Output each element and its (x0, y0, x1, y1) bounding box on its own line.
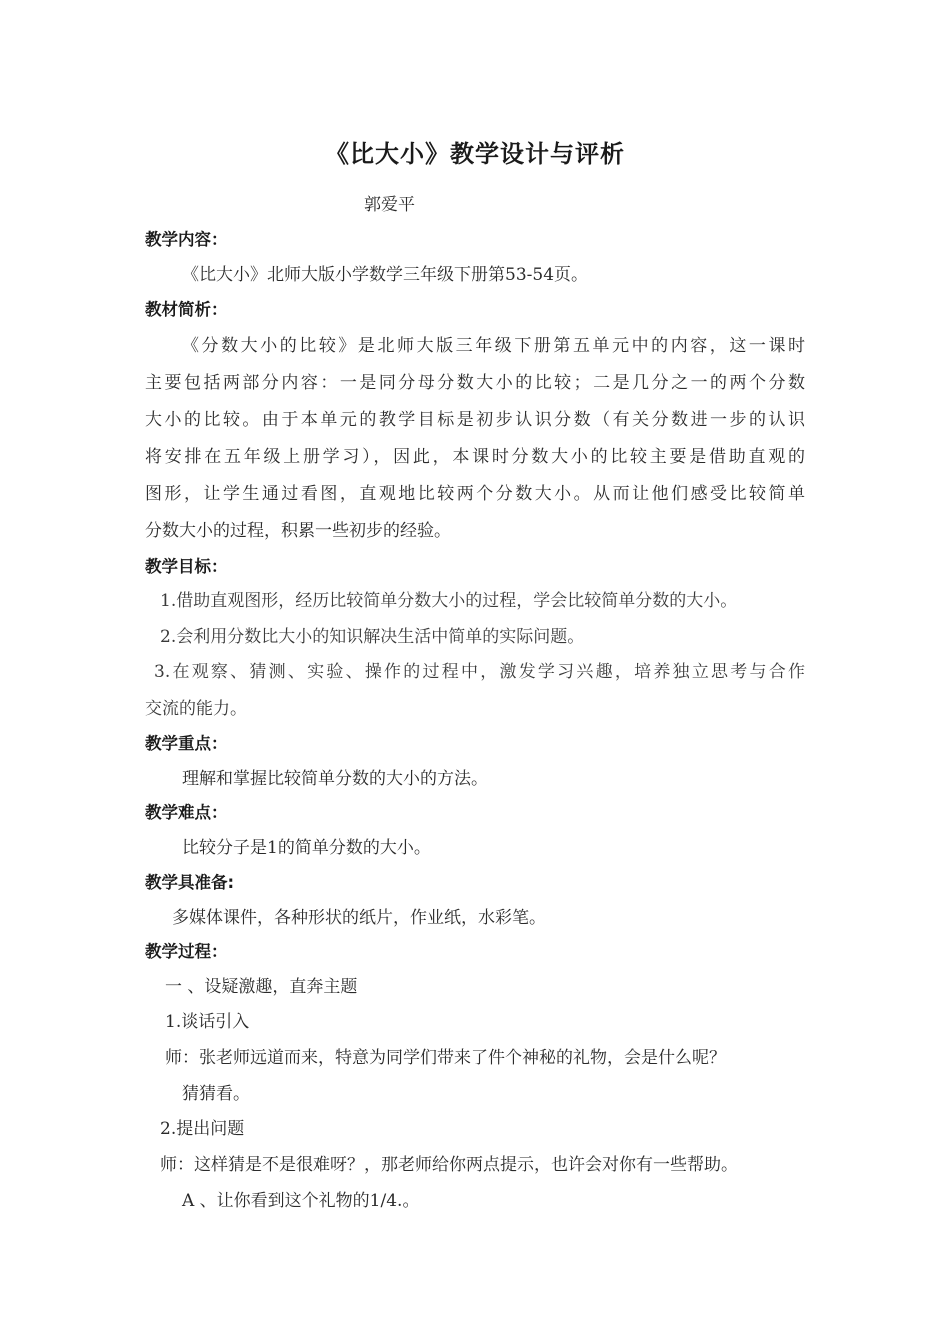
process-dialogue: 师：张老师远道而来，特意为同学们带来了件个神秘的礼物，会是什么呢？ (165, 1048, 726, 1068)
process-step-heading: 一 、设疑激趣，直奔主题 (165, 977, 358, 997)
goal-item-continued: 交流的能力。 (145, 699, 247, 719)
analysis-line: 将安排在五年级上册学习），因此，本课时分数大小的比较主要是借助直观的 (145, 447, 805, 467)
content-text: 《比大小》北师大版小学数学三年级下册第53-54页。 (182, 265, 589, 285)
section-heading-difficult-points: 教学难点： (145, 803, 228, 822)
section-heading-tools: 教学具准备: (145, 873, 235, 892)
process-dialogue: 猜猜看。 (182, 1084, 250, 1104)
section-heading-content: 教学内容： (145, 230, 228, 249)
key-points-text: 理解和掌握比较简单分数的大小的方法。 (182, 769, 488, 789)
goal-item: 2.会利用分数比大小的知识解决生活中简单的实际问题。 (160, 627, 585, 647)
author-name: 郭爱平 (364, 195, 415, 215)
difficult-points-text: 比较分子是1的简单分数的大小。 (182, 838, 431, 858)
analysis-line: 《分数大小的比较》是北师大版三年级下册第五单元中的内容，这一课时 (182, 336, 805, 356)
tools-text: 多媒体课件，各种形状的纸片，作业纸，水彩笔。 (172, 908, 546, 928)
section-heading-key-points: 教学重点： (145, 734, 228, 753)
section-heading-process: 教学过程： (145, 942, 228, 961)
section-heading-analysis: 教材简析： (145, 300, 228, 319)
goal-item: 3.在观察、猜测、实验、操作的过程中，激发学习兴趣，培养独立思考与合作 (154, 662, 805, 682)
analysis-line: 大小的比较。由于本单元的教学目标是初步认识分数（有关分数进一步的认识 (145, 410, 805, 430)
analysis-line: 图形，让学生通过看图，直观地比较两个分数大小。从而让他们感受比较简单 (145, 484, 805, 504)
analysis-line: 主要包括两部分内容：一是同分母分数大小的比较；二是几分之一的两个分数 (145, 373, 805, 393)
analysis-line: 分数大小的过程，积累一些初步的经验。 (145, 521, 451, 541)
process-substep-heading: 2.提出问题 (160, 1119, 245, 1139)
process-hint: A 、让你看到这个礼物的1/4.。 (182, 1191, 420, 1211)
process-substep-heading: 1.谈话引入 (165, 1012, 250, 1032)
document-title: 《比大小》教学设计与评析 (325, 140, 625, 168)
process-dialogue: 师：这样猜是不是很难呀？，那老师给你两点提示，也许会对你有一些帮助。 (160, 1155, 738, 1175)
section-heading-goals: 教学目标： (145, 557, 228, 576)
goal-item: 1.借助直观图形，经历比较简单分数大小的过程，学会比较简单分数的大小。 (160, 591, 738, 611)
